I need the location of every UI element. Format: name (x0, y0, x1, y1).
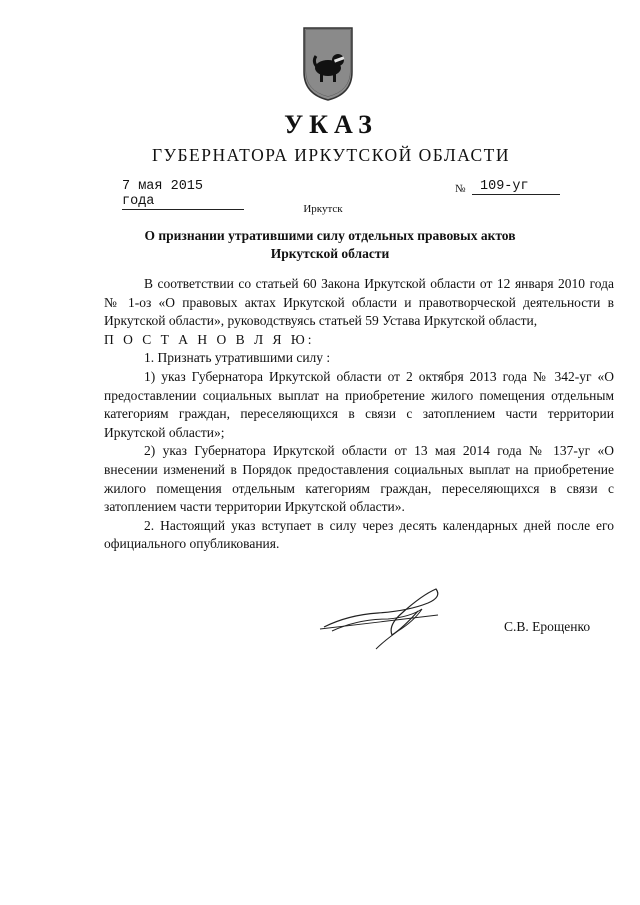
document-date: 7 мая 2015 года (122, 179, 244, 210)
document-subtitle: ГУБЕРНАТОРА ИРКУТСКОЙ ОБЛАСТИ (151, 145, 511, 165)
decree-word: П О С Т А Н О В Л Я Ю: (104, 331, 315, 347)
signer-name: С.В. Ерощенко (504, 619, 591, 634)
document-title: УКАЗ (284, 110, 378, 139)
item-1: 1. Признать утратившими силу : (144, 350, 331, 366)
coat-of-arms-emblem (300, 22, 356, 102)
document-city: Иркутск (303, 203, 343, 215)
heading-line-2: Иркутской области (270, 246, 390, 261)
document-heading (110, 227, 550, 263)
sub-item-2: 2) указ Губернатора Иркутской области от 13 мая 2014 года № 137-уг «О внесении изменений в Порядок предоставления социальных выплат на приобретение жилого помещения отдельным категориям граждан, переселяющихся в связи с затоплением части территории Иркутской области». (104, 443, 614, 515)
sub-item-1: 1) указ Губернатора Иркутской области от 2 октября 2013 года № 342-уг «О предоставлении социальных выплат на приобретение жилого помещения отдельным категориям граждан, переселяющихся в связи с затоплением части территории Иркутской области»; (104, 368, 614, 440)
heading-line-1: О признании утратившими силу отдельных правовых актов (144, 228, 516, 243)
handwritten-signature (318, 585, 448, 653)
document-number: 109-уг (472, 179, 560, 195)
item-2: 2. Настоящий указ вступает в силу через десять календарных дней после его официального опубликования. (104, 517, 614, 552)
number-sign: № (455, 183, 466, 195)
document-body (104, 275, 614, 554)
preamble-paragraph: В соответствии со статьей 60 Закона Иркутской области от 12 января 2010 года № 1-оз «О правовых актах Иркутской области и правотворческой деятельности в Иркутской области», руководствуясь статьей 59 Устава Иркутской области, (104, 276, 614, 329)
